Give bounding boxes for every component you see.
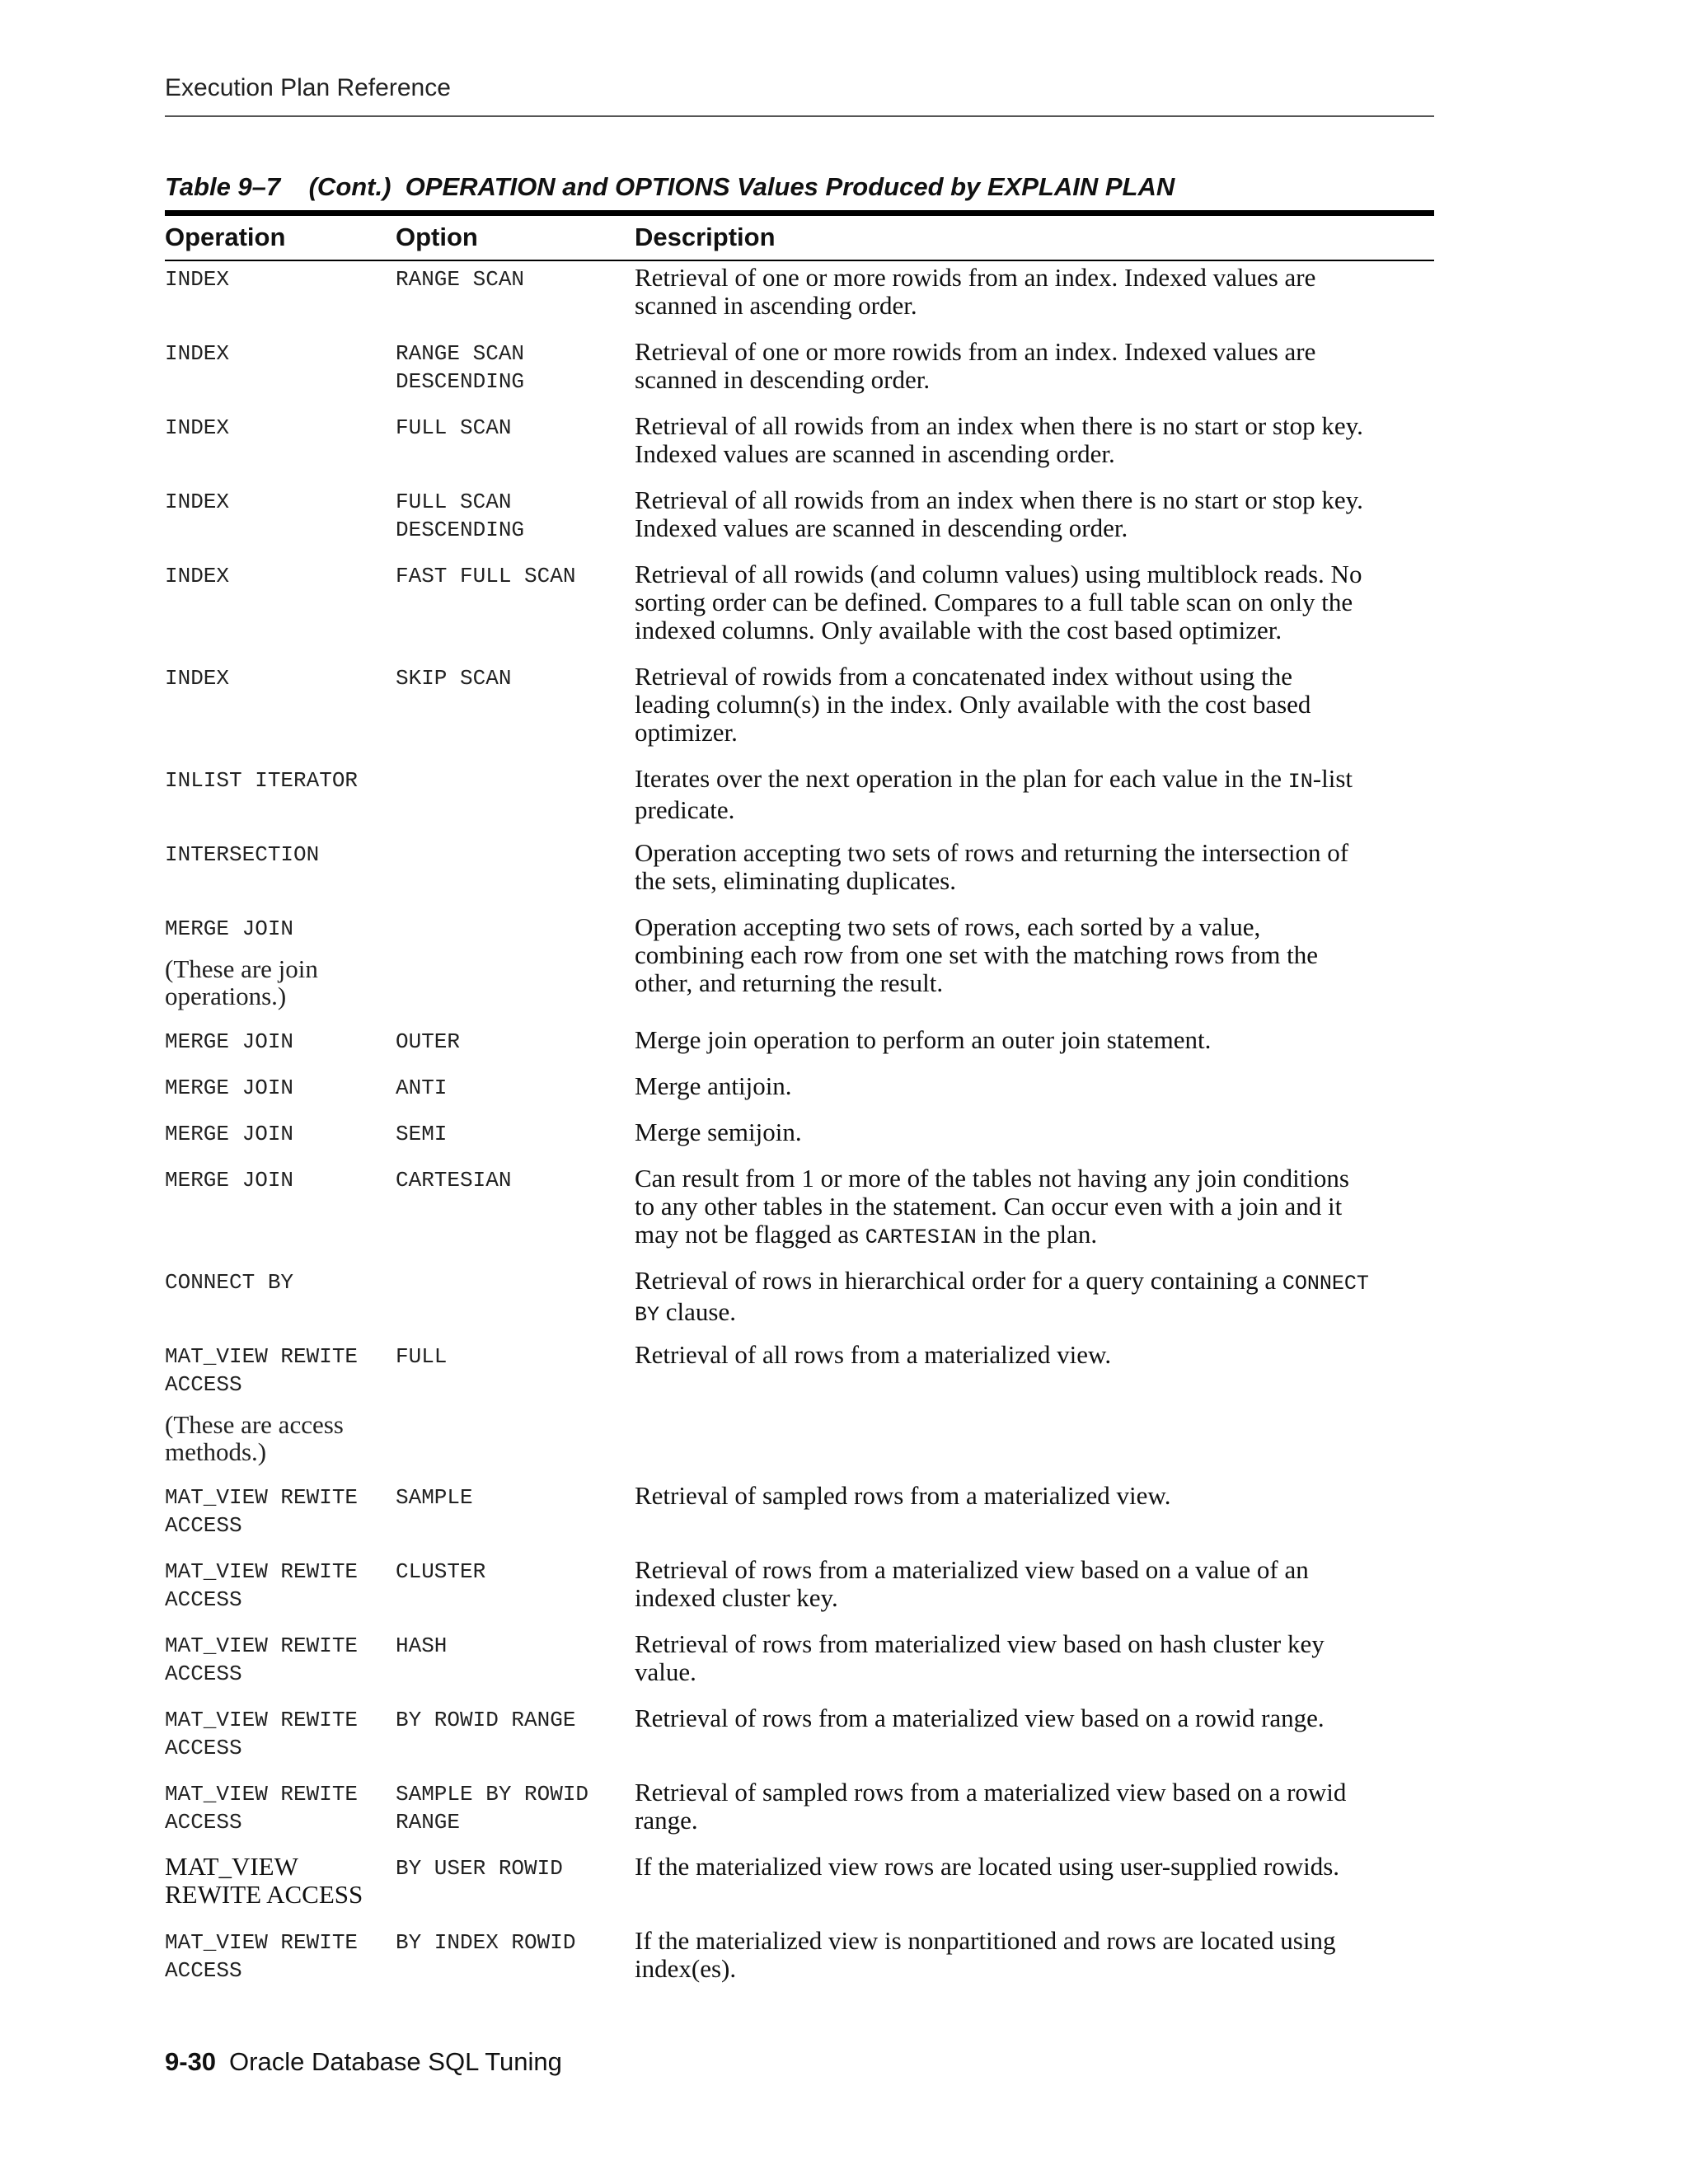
option-cell [396,1267,626,1268]
operation-note: (These are access methods.) [165,1410,344,1466]
option-cell [396,1630,626,1660]
operation-cell [165,1779,387,1836]
option-text: BY ROWID RANGE [396,1708,576,1732]
operation-cell [165,1704,387,1762]
operation-text: MAT_VIEW [165,1852,298,1881]
description-cell: Retrieval of sampled rows from a materialized view. [635,1481,1171,1510]
option-cell [396,338,626,396]
operation-cell [165,338,387,368]
operation-cell [165,1341,387,1465]
description-cell: Retrieval of rows from a materialized view based on a rowid range. [635,1704,1325,1732]
operation-cell [165,1026,387,1056]
operation-cell [165,1927,387,1985]
operation-cell [165,839,387,869]
operation-text: MAT_VIEW REWITE [165,1708,359,1732]
page-footer [165,2047,562,2077]
option-text: RANGE SCAN [396,341,525,366]
operation-text: ACCESS [165,1372,242,1397]
description-cell: Iterates over the next operation in the plan for each value in the IN-list predicate. [635,764,1353,824]
column-header-option: Option [396,223,478,251]
operation-text: MERGE JOIN [165,916,294,941]
description-cell: Retrieval of all rowids (and column values) using multiblock reads. No sorting order can be defined. Compares to a full table scan on only the indexed columns. Only available with the cost based optimizer. [635,560,1362,644]
table-row [0,412,1688,486]
option-text: DESCENDING [396,369,525,394]
operation-text: MAT_VIEW REWITE [165,1344,359,1369]
operation-text: CONNECT BY [165,1270,294,1295]
operation-text: ACCESS [165,1958,242,1983]
table-row [0,663,1688,765]
option-text: RANGE SCAN [396,267,525,292]
option-text: FULL SCAN [396,490,512,514]
option-text: SKIP SCAN [396,666,512,691]
description-cell: Retrieval of one or more rowids from an index. Indexed values are scanned in ascending order. [635,263,1316,320]
option-cell [396,1118,626,1148]
option-text: ANTI [396,1076,448,1100]
option-cell [396,486,626,544]
table-row [0,486,1688,560]
option-text: FAST FULL SCAN [396,564,576,588]
operation-text: INDEX [165,341,230,366]
operation-text: MAT_VIEW REWITE [165,1559,359,1584]
option-cell [396,1072,626,1102]
option-cell [396,264,626,293]
table-row [0,1026,1688,1072]
book-title: Oracle Database SQL Tuning [229,2047,562,2076]
option-text: RANGE [396,1810,461,1835]
option-cell [396,765,626,766]
option-cell [396,1341,626,1371]
option-text: SAMPLE BY ROWID [396,1782,589,1807]
description-cell: Retrieval of one or more rowids from an index. Indexed values are scanned in descending order. [635,337,1316,394]
operation-text: MERGE JOIN [165,1029,294,1054]
table-row [0,913,1688,1026]
table-caption: Table 9–7 (Cont.) OPERATION and OPTIONS Values Produced by EXPLAIN PLAN [165,172,1175,201]
option-cell [396,560,626,590]
operation-note: (These are join operations.) [165,954,318,1010]
operation-text: MERGE JOIN [165,1076,294,1100]
operation-text: INDEX [165,490,230,514]
operation-text: REWITE ACCESS [165,1880,363,1909]
operation-text: MAT_VIEW REWITE [165,1782,359,1807]
option-text: FULL SCAN [396,415,512,440]
operation-cell [165,1853,387,1909]
option-text: CLUSTER [396,1559,486,1584]
description-cell: Merge semijoin. [635,1118,802,1146]
operation-text: ACCESS [165,1661,242,1686]
operation-cell [165,1072,387,1102]
description-cell: Can result from 1 or more of the tables not having any join conditions to any other tables in the statement. Can occur even with a join and it may not be flagged as CARTESIAN in the plan. [635,1164,1349,1249]
operation-text: MAT_VIEW REWITE [165,1930,359,1955]
option-text: BY INDEX ROWID [396,1930,576,1955]
table-row [0,839,1688,913]
operation-text: INDEX [165,666,230,691]
page-number: 9-30 [165,2047,217,2076]
description-cell: If the materialized view rows are located using user-supplied rowids. [635,1852,1340,1881]
table-row [0,765,1688,839]
running-header: Execution Plan Reference [165,74,451,101]
operation-text: ACCESS [165,1810,242,1835]
table-row [0,1165,1688,1267]
table-row [0,1630,1688,1704]
option-text: FULL [396,1344,448,1369]
table-row [0,1704,1688,1779]
option-cell [396,1026,626,1056]
description-cell: Retrieval of rows in hierarchical order for a query containing a CONNECT BY clause. [635,1266,1369,1327]
operation-text: INDEX [165,415,230,440]
option-text: HASH [396,1633,448,1658]
operation-cell [165,412,387,442]
header-rule [165,115,1434,117]
operation-cell [165,913,387,1010]
description-cell: Retrieval of rows from a materialized view based on a value of an indexed cluster key. [635,1555,1309,1612]
option-text: DESCENDING [396,518,525,542]
option-cell [396,913,626,915]
operation-text: ACCESS [165,1736,242,1760]
column-header-operation: Operation [165,223,286,251]
option-text: SAMPLE [396,1485,473,1510]
operation-text: ACCESS [165,1513,242,1538]
operation-cell [165,663,387,692]
option-cell [396,1853,626,1882]
option-cell [396,1704,626,1734]
operation-text: INDEX [165,564,230,588]
table-row [0,1779,1688,1853]
operation-text: MAT_VIEW REWITE [165,1633,359,1658]
description-cell: Operation accepting two sets of rows and returning the intersection of the sets, eliminating duplicates. [635,838,1349,895]
option-text: SEMI [396,1122,448,1146]
table-row [0,264,1688,338]
description-cell: Merge join operation to perform an outer join statement. [635,1025,1212,1054]
option-text: BY USER ROWID [396,1856,563,1881]
operation-cell [165,765,387,794]
option-cell [396,663,626,692]
table-row [0,338,1688,412]
description-cell: Retrieval of all rowids from an index when there is no start or stop key. Indexed values are scanned in descending order. [635,485,1363,542]
column-headers [0,219,1688,257]
caption-rule [165,210,1434,216]
table-row [0,1853,1688,1927]
operation-cell [165,1118,387,1148]
option-cell [396,839,626,841]
operation-cell [165,264,387,293]
operation-cell [165,1630,387,1688]
table-row [0,1118,1688,1165]
operation-text: INTERSECTION [165,842,320,867]
table-row [0,1482,1688,1556]
description-cell: Operation accepting two sets of rows, each sorted by a value, combining each row from one set with the matching rows from the other, and returning the result. [635,912,1319,997]
table-row [0,1341,1688,1482]
operation-cell [165,1482,387,1540]
description-cell: Retrieval of all rowids from an index when there is no start or stop key. Indexed values are scanned in ascending order. [635,411,1363,468]
operation-text: INLIST ITERATOR [165,768,359,793]
description-cell: Retrieval of rowids from a concatenated index without using the leading column(s) in the index. Only available with the cost based optimizer. [635,662,1311,747]
description-cell: Retrieval of sampled rows from a materialized view based on a rowid range. [635,1778,1347,1835]
operation-text: MERGE JOIN [165,1122,294,1146]
option-text: CARTESIAN [396,1168,512,1193]
option-cell [396,1927,626,1957]
table-row [0,1927,1688,2001]
option-text: OUTER [396,1029,461,1054]
operation-cell [165,1165,387,1194]
operation-text: INDEX [165,267,230,292]
operation-cell [165,560,387,590]
option-cell [396,1482,626,1511]
option-cell [396,412,626,442]
option-cell [396,1779,626,1836]
table-row [0,560,1688,663]
column-header-description: Description [635,223,776,251]
operation-text: MERGE JOIN [165,1168,294,1193]
table-row [0,1267,1688,1341]
operation-text: MAT_VIEW REWITE [165,1485,359,1510]
table-row [0,1072,1688,1118]
description-cell: Retrieval of rows from materialized view based on hash cluster key value. [635,1629,1325,1686]
description-cell: Retrieval of all rows from a materialized view. [635,1340,1112,1369]
description-cell: Merge antijoin. [635,1071,792,1100]
option-cell [396,1556,626,1586]
operation-cell [165,486,387,516]
table-row [0,1556,1688,1630]
operation-cell [165,1267,387,1296]
header-row-rule [165,260,1434,261]
description-cell: If the materialized view is nonpartitioned and rows are located using index(es). [635,1926,1336,1983]
operation-text: ACCESS [165,1587,242,1612]
option-cell [396,1165,626,1194]
table-body [0,264,1688,2001]
operation-cell [165,1556,387,1614]
